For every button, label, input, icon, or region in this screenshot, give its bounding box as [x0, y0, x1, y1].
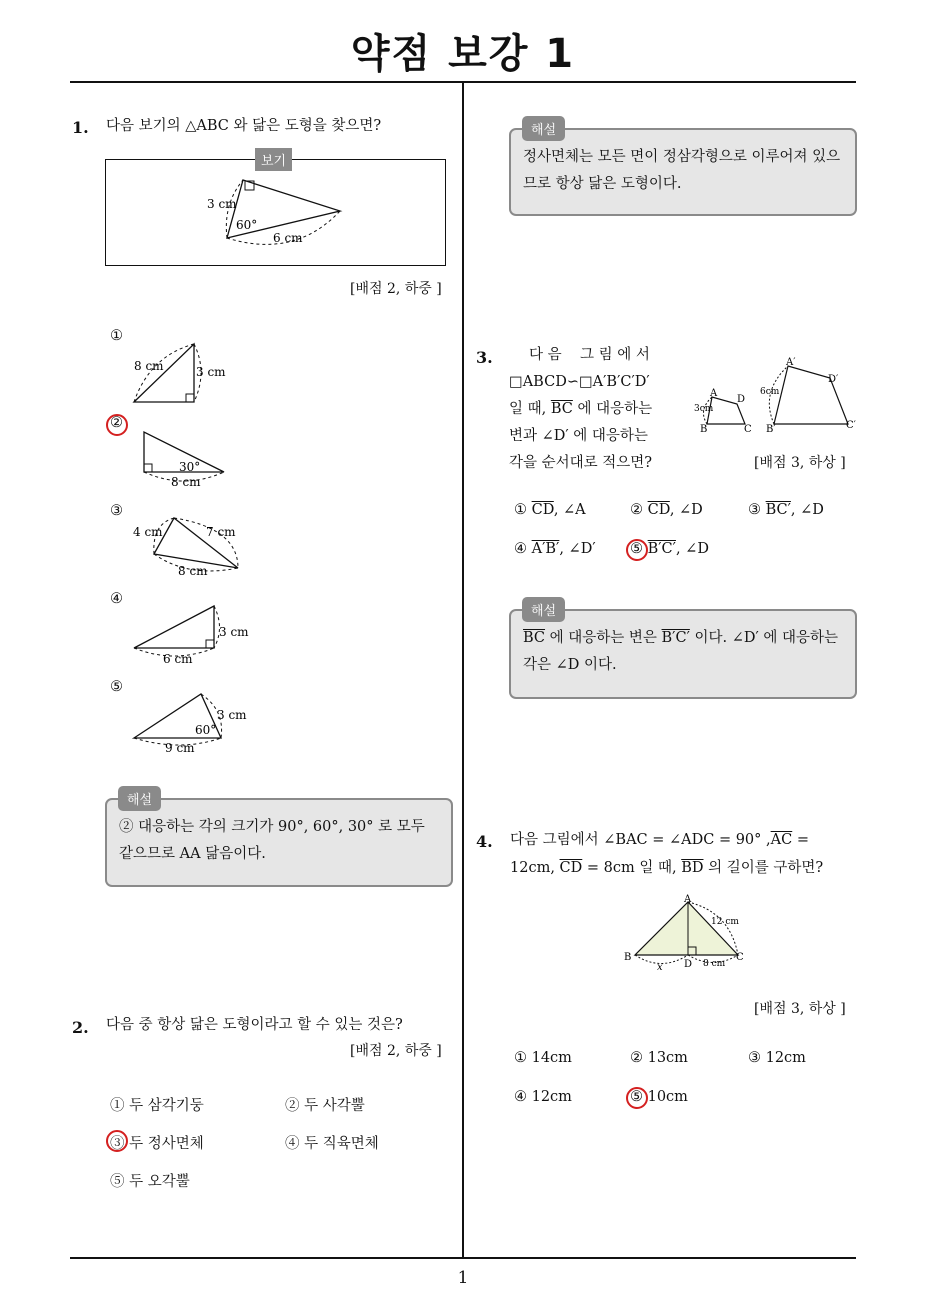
q3-label-c-prime: C′: [846, 420, 856, 431]
q2-choice-2[interactable]: ② 두 사각뿔: [285, 1098, 365, 1114]
q3-line-3a: 일 때,: [509, 401, 547, 417]
q3-choice-4-seg: A′B′: [531, 541, 560, 557]
q1-option-2-marker[interactable]: ②: [110, 415, 123, 431]
q4-line-2b: = 8cm 일 때,: [586, 860, 677, 876]
q3-explain-seg-bc: $\overline{BC}$: [523, 630, 546, 646]
q1-explanation-box: [105, 798, 453, 887]
q1-opt5-side-3cm: 3 cm: [217, 708, 247, 722]
q4-line-2a: 12cm,: [510, 860, 555, 876]
q1-text: 다음 보기의 △ABC 와 닮은 도형을 찾으면?: [106, 118, 382, 134]
q4-line-2c: 의 길이를 구하면?: [708, 860, 824, 876]
q1-option-5-figure: [125, 686, 255, 758]
q3-choice-4-ang: , ∠D′: [559, 541, 596, 557]
q1-option-2-figure: [130, 420, 240, 492]
q3-line-1: 다 음 그 림 에 서: [529, 347, 650, 363]
q3-label-a: A: [710, 388, 718, 399]
q3-choice-1-seg: $\overline{CD}$: [531, 502, 554, 518]
q4-choice-1[interactable]: ① 14cm: [514, 1050, 572, 1066]
q1-option-1-figure: [120, 336, 240, 408]
q2-explanation-tag: 해설: [522, 116, 565, 141]
q4-choice-4[interactable]: ④ 12cm: [514, 1089, 572, 1105]
q4-score: [배점 3, 하상 ]: [754, 1001, 846, 1017]
q4-side-12cm: 12 cm: [711, 917, 739, 927]
q1-explanation-text: ② 대응하는 각의 크기가 90°, 60°, 30° 로 모두 같으므로 AA 닮음이다.: [119, 819, 425, 862]
q3-line-4: 변과 ∠D′ 에 대응하는: [509, 428, 648, 444]
bottom-rule: [70, 1257, 856, 1259]
q4-label-c: C: [736, 952, 744, 963]
q1-opt5-side-9cm: 9 cm: [165, 741, 195, 755]
q1-option-5-marker[interactable]: ⑤: [110, 679, 123, 695]
q3-explain-end: 이다. ∠D′ 에 대응하는: [694, 630, 839, 646]
q1-option-1-marker[interactable]: ①: [110, 328, 123, 344]
q3-label-b-prime: B′: [766, 424, 776, 435]
q3-choice-3-seg: BC′: [765, 502, 791, 518]
q3-choice-2-num: ②: [630, 502, 643, 518]
q1-opt3-side-8cm: 8 cm: [178, 564, 208, 578]
q2-choice-4[interactable]: ④ 두 직육면체: [285, 1136, 379, 1152]
q3-label-d: D: [737, 394, 746, 405]
q4-choice-2[interactable]: ② 13cm: [630, 1050, 688, 1066]
q1-score: [배점 2, 하중 ]: [350, 281, 442, 297]
bogi-side-3cm: 3 cm: [207, 197, 237, 211]
q3-choice-1-ang: , ∠A: [553, 502, 586, 518]
q4-label-a: A: [684, 894, 692, 905]
q4-side-8cm: 8 cm: [703, 959, 726, 969]
q3-label-c: C: [744, 424, 752, 435]
q4-choice-3[interactable]: ③ 12cm: [748, 1050, 806, 1066]
bogi-triangle-figure: [105, 159, 445, 265]
q3-label-d-prime: D′: [828, 374, 839, 385]
q1-opt4-side-3cm: 3 cm: [219, 625, 249, 639]
q3-choice-4[interactable]: [514, 541, 596, 557]
q3-line-5: 각을 순서대로 적으면?: [509, 455, 653, 471]
q4-answer-circle: [626, 1087, 648, 1109]
q4-line-2: [510, 855, 823, 882]
q1-answer-circle: [106, 414, 128, 436]
q3-number: 3.: [476, 348, 493, 367]
q2-explanation-text: 정사면체는 모든 면이 정삼각형으로 이루어져 있으므로 항상 닮은 도형이다.: [523, 149, 841, 192]
q3-line-3: [509, 396, 652, 423]
q3-choice-1-num: ①: [514, 502, 527, 518]
q4-label-d: D: [684, 959, 693, 970]
q3-side-3cm: 3cm: [694, 404, 714, 414]
q3-choice-3-ang: , ∠D: [790, 502, 824, 518]
q2-explanation-box: [509, 128, 857, 216]
q3-choice-2[interactable]: [630, 502, 703, 518]
q2-answer-circle: [106, 1130, 128, 1152]
q1-opt2-angle-30: 30°: [179, 460, 201, 474]
q1-opt3-side-4cm: 4 cm: [133, 525, 163, 539]
q3-choice-5-seg: B′C′: [647, 541, 676, 557]
q4-segment-cd: $\overline{CD}$: [559, 860, 583, 876]
q2-number: 2.: [72, 1018, 89, 1037]
page-number: 1: [457, 1268, 469, 1288]
q3-choice-2-ang: , ∠D: [669, 502, 703, 518]
q3-label-b: B: [700, 424, 708, 435]
q2-choice-5[interactable]: ⑤ 두 오각뿔: [110, 1174, 190, 1190]
q1-opt4-side-6cm: 6 cm: [163, 652, 193, 666]
q3-explain-mid: 에 대응하는 변은: [549, 630, 657, 646]
q2-choice-3[interactable]: ③ 두 정사면체: [110, 1136, 204, 1152]
q4-label-x: x: [657, 962, 663, 973]
q3-choice-1[interactable]: [514, 502, 586, 518]
q3-score: [배점 3, 하상 ]: [754, 455, 846, 471]
q3-explanation-box: [509, 609, 857, 699]
q1-opt1-side-3cm: 3 cm: [196, 365, 226, 379]
q1-opt5-angle-60: 60°: [195, 723, 217, 737]
q3-segment-bc: $\overline{BC}$: [550, 401, 573, 417]
bogi-angle-60: 60°: [236, 218, 258, 232]
q3-line-2: □ABCD∽□A′B′C′D′: [509, 374, 650, 390]
q4-triangle-figure: [615, 892, 755, 974]
q1-opt3-side-7cm: 7 cm: [206, 525, 236, 539]
q1-option-4-marker[interactable]: ④: [110, 591, 123, 607]
q1-opt2-side-8cm: 8 cm: [171, 475, 201, 489]
q1-explanation-tag: 해설: [118, 786, 161, 811]
q4-number: 4.: [476, 832, 493, 851]
q3-label-a-prime: A′: [786, 357, 796, 368]
q3-choice-2-seg: $\overline{CD}$: [647, 502, 670, 518]
q3-choice-3[interactable]: [748, 502, 824, 518]
q4-label-b: B: [624, 952, 632, 963]
q4-line-1-end: =: [796, 832, 809, 848]
q2-choice-1[interactable]: ① 두 삼각기둥: [110, 1098, 204, 1114]
q4-line-1-text: 다음 그림에서 ∠BAC = ∠ADC = 90° ,: [510, 832, 771, 848]
q1-number: 1.: [72, 118, 89, 137]
bogi-label: 보기: [255, 148, 292, 171]
q3-choice-3-num: ③: [748, 502, 761, 518]
q3-explanation-tag: 해설: [522, 597, 565, 622]
q3-choice-4-num: ④: [514, 541, 527, 557]
q4-segment-ac: $\overline{AC}$: [770, 832, 793, 848]
q3-line-3c: 에 대응하는: [577, 401, 653, 417]
bogi-side-6cm: 6 cm: [273, 231, 303, 245]
q4-choice-5[interactable]: ⑤ 10cm: [630, 1089, 688, 1105]
q1-option-4-figure: [125, 598, 255, 670]
q1-option-3-figure: [128, 508, 248, 578]
q1-opt1-side-8cm: 8 cm: [134, 359, 164, 373]
q3-explain-seg-bc-prime: B′C′: [661, 630, 690, 646]
q3-quadrilaterals-figure: [690, 354, 860, 436]
q2-text: 다음 중 항상 닮은 도형이라고 할 수 있는 것은?: [106, 1017, 403, 1033]
q3-side-6cm: 6cm: [760, 387, 780, 397]
q3-choice-5-ang: , ∠D: [675, 541, 709, 557]
q2-score: [배점 2, 하중 ]: [350, 1043, 442, 1059]
column-divider: [462, 82, 464, 1258]
q4-segment-bd: $\overline{BD}$: [681, 860, 704, 876]
q3-explain-line-2: 각은 ∠D 이다.: [523, 657, 617, 673]
page-title: 약점 보강 1: [350, 31, 576, 77]
q3-answer-circle: [626, 539, 648, 561]
q3-choice-5-num: ⑤: [630, 541, 643, 557]
q4-line-1: [510, 827, 858, 854]
q1-option-3-marker[interactable]: ③: [110, 503, 123, 519]
